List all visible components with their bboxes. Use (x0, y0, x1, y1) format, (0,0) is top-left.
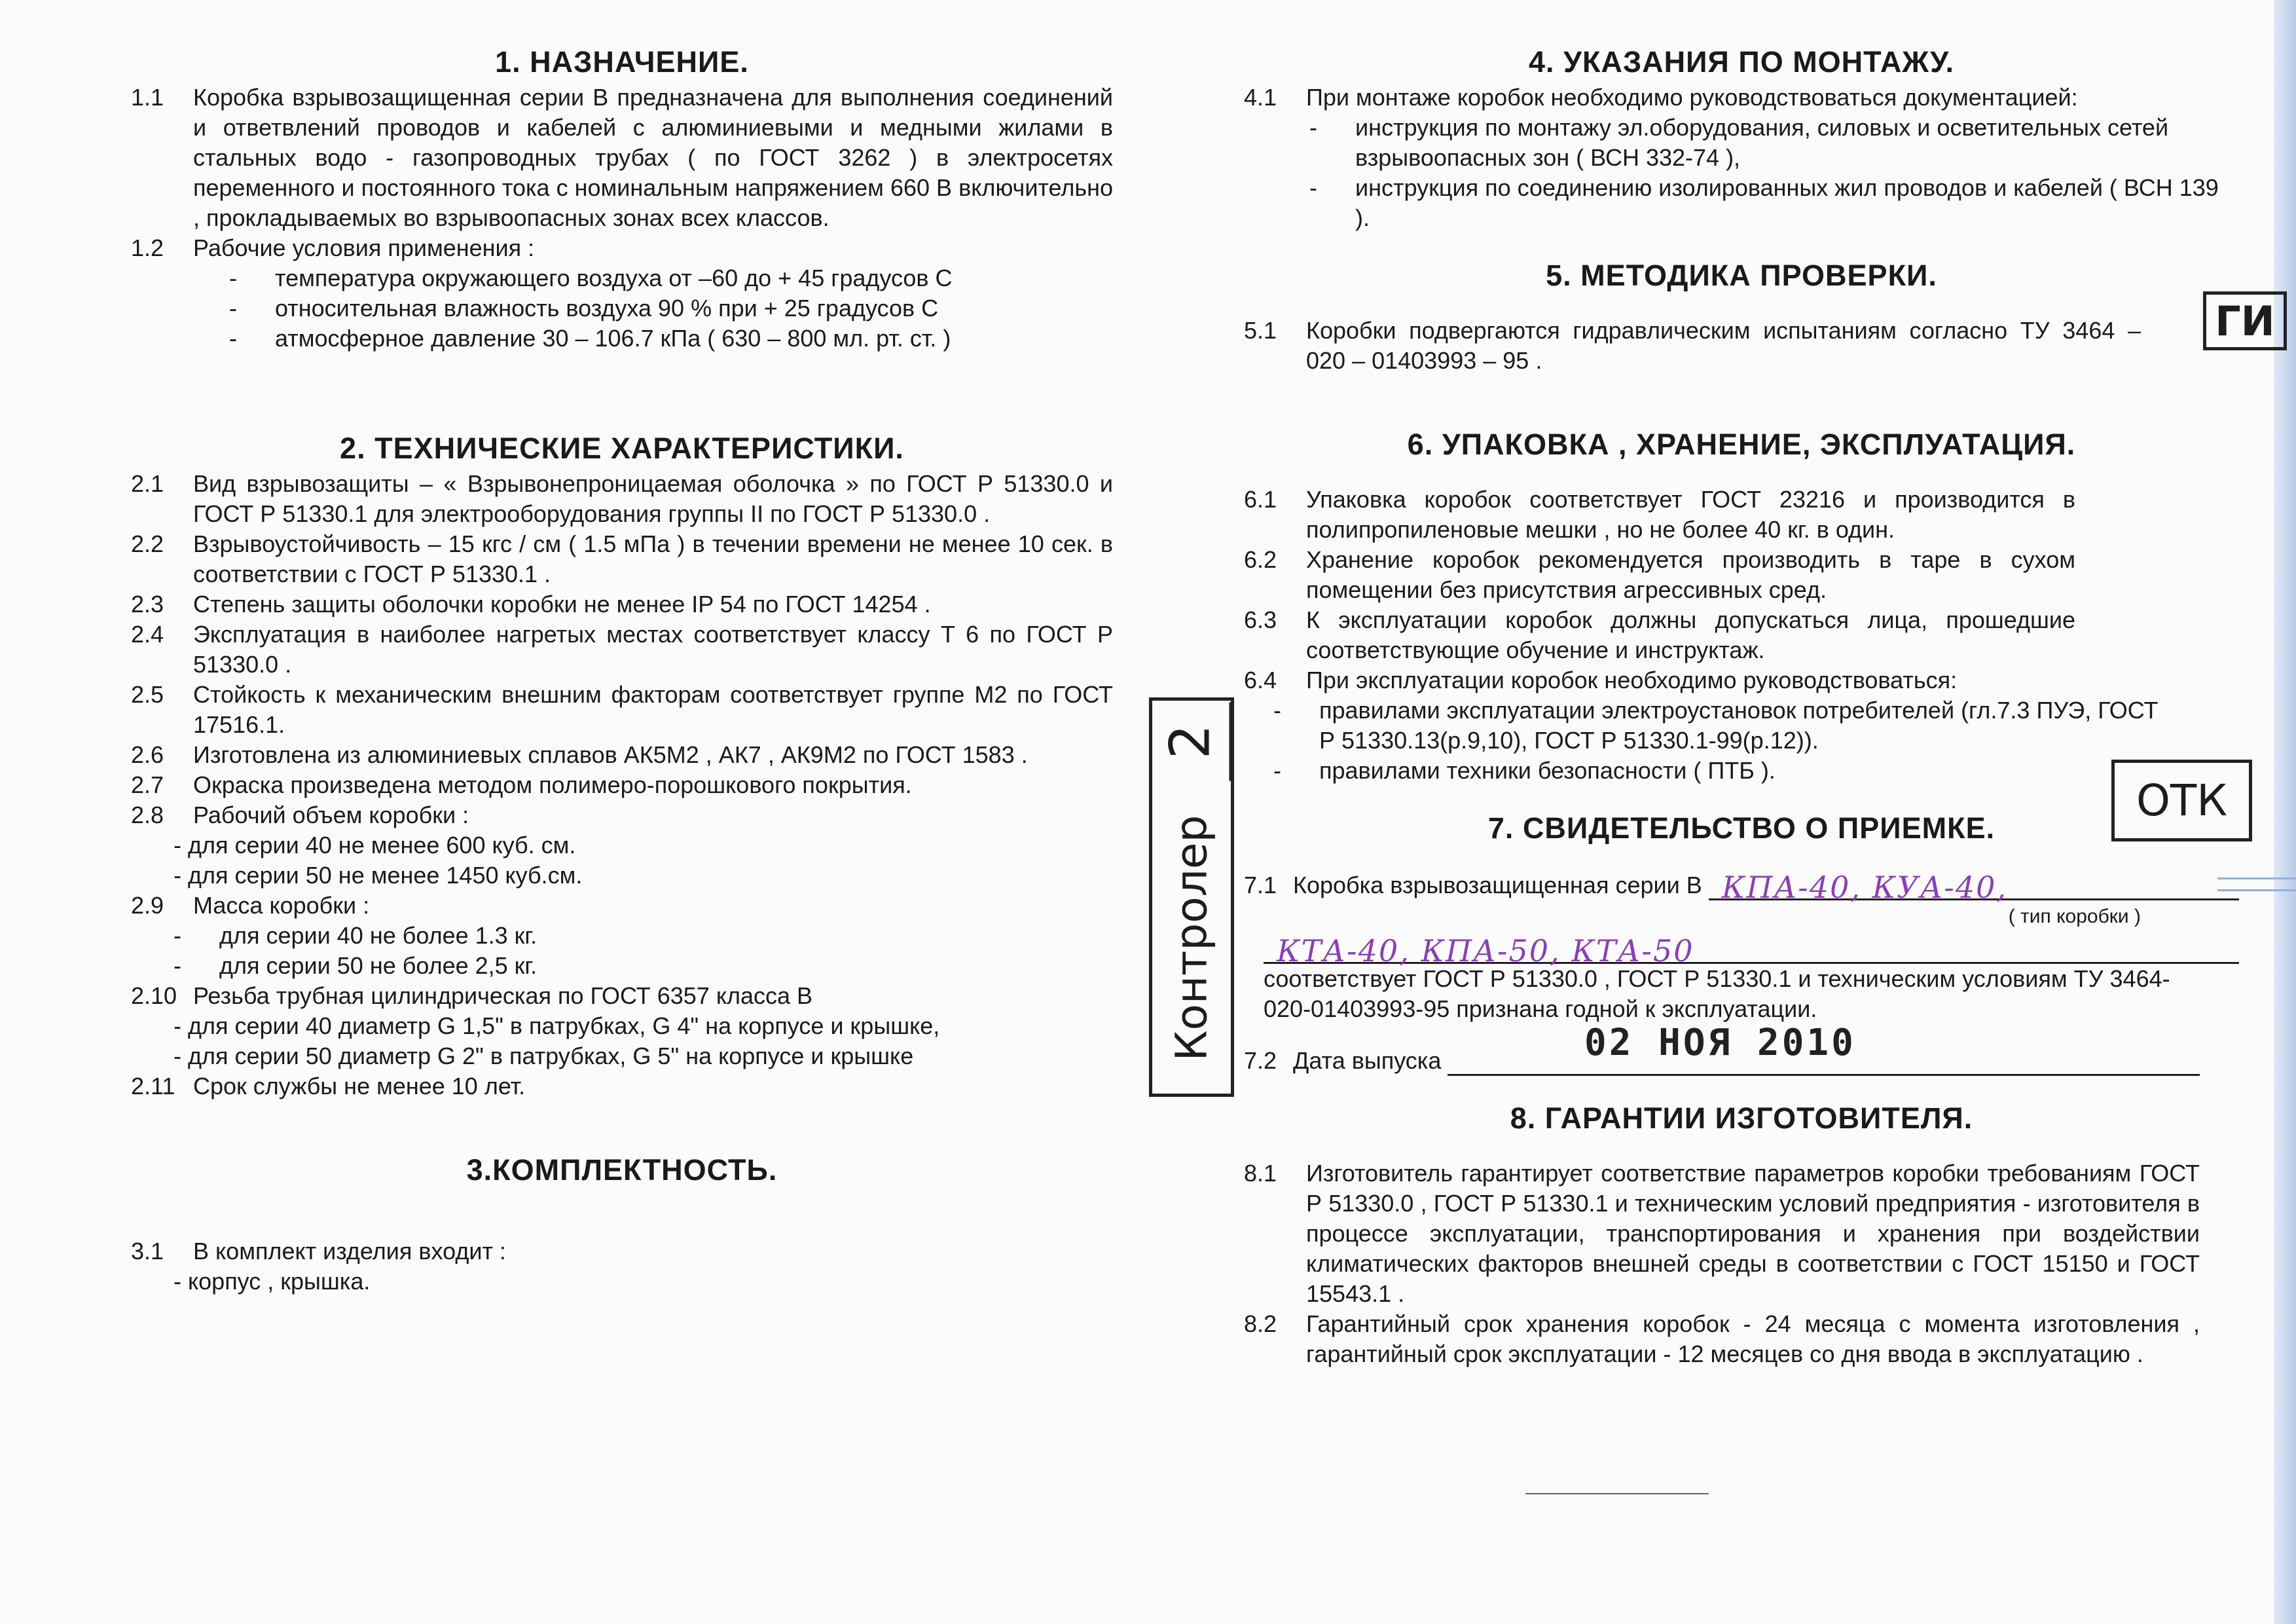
item-number: 2.2 (131, 530, 164, 557)
kit-content: - корпус , крышка. (173, 1268, 371, 1295)
item-number: 6.4 (1244, 667, 1277, 693)
section-4-title: 4. УКАЗАНИЯ ПО МОНТАЖУ. (1528, 45, 1954, 79)
item-number: 2.8 (131, 802, 164, 828)
item-number: 7.2 (1244, 1047, 1277, 1074)
item-number: 2.1 (131, 470, 164, 497)
release-date-stamp: 02 НОЯ 2010 (1584, 1022, 1856, 1064)
left-column (131, 39, 1113, 1297)
item-number: 5.1 (1244, 317, 1277, 344)
item-text: Коробка взрывозащищенная серии В предназначена для выполнения соединений и ответвлений проводов и кабелей с алюминиевыми и медными жилами в стальных водо - газопроводных трубах ( по ГОСТ 3262 ) в электросетях переменного и постоянного тока с номинальным напряжением 660 В включительно , прокладываемых во взрывоопасных зонах всех классов. (193, 84, 1113, 231)
thread-list (131, 1011, 1113, 1071)
item-number: 2.10 (131, 982, 177, 1009)
item-number: 8.1 (1244, 1160, 1277, 1187)
list-item: - для серии 40 не менее 600 куб. см. (173, 832, 576, 858)
list-item: - для серии 50 не менее 1450 куб.см. (173, 862, 583, 889)
section-7-title: 7. СВИДЕТЕЛЬСТВО О ПРИЕМКЕ. (1487, 811, 1995, 845)
list-item: - для серии 50 не более 2,5 кг. (173, 951, 1113, 981)
item-number: 7.1 (1244, 872, 1277, 898)
item-2-2 (131, 529, 1113, 589)
handwritten-box-types-2: КТА-40, КПА-50, КТА-50 (1277, 933, 1694, 969)
item-text: Упаковка коробок соответствует ГОСТ 23216 и производится в полипропиленовые мешки , но не более 40 кг. в один. (1306, 486, 2075, 543)
item-text: В комплект изделия входит : (193, 1238, 506, 1264)
list-item: - правилами техники безопасности ( ПТБ ). (1273, 756, 2174, 786)
item-number: 6.1 (1244, 486, 1277, 513)
fill-line (1709, 868, 2239, 905)
item-2-11 (131, 1071, 1113, 1101)
item-2-5 (131, 680, 1113, 740)
item-number: 6.2 (1244, 546, 1277, 573)
item-text: Стойкость к механическим внешним факторам соответствует группе М2 по ГОСТ 17516.1. (193, 681, 1113, 738)
item-text: При эксплуатации коробок необходимо руководствоваться: (1306, 667, 1958, 693)
controller-stamp (1149, 697, 1234, 1097)
item-number: 6.3 (1244, 606, 1277, 633)
item-5-1 (1244, 316, 2239, 376)
item-1-1 (131, 83, 1113, 233)
volume-list (131, 830, 1113, 891)
item-8-1 (1244, 1158, 2239, 1309)
item-number: 4.1 (1244, 84, 1277, 111)
item-2-3 (131, 589, 1113, 619)
item-2-9 (131, 891, 1113, 921)
item-text: Рабочие условия применения : (193, 234, 535, 261)
box-type-field-2 (1244, 932, 2239, 969)
list-item: - для серии 40 диаметр G 1,5" в патрубках, G 4" на корпусе и крышке, (173, 1012, 940, 1039)
item-number: 2.6 (131, 741, 164, 768)
section-8-title: 8. ГАРАНТИИ ИЗГОТОВИТЕЛЯ. (1510, 1101, 1973, 1135)
item-number: 1.1 (131, 84, 164, 111)
item-2-10 (131, 981, 1113, 1011)
handwritten-box-types: КПА-40, КУА-40, (1721, 870, 2007, 905)
item-4-1 (1244, 83, 2239, 113)
item-6-1 (1244, 485, 2239, 545)
item-number: 1.2 (131, 234, 164, 261)
mass-list (131, 921, 1113, 981)
item-number: 2.9 (131, 892, 164, 919)
item-text: Взрывоустойчивость – 15 кгс / см ( 1.5 мПа ) в течении времени не менее 10 сек. в соответствии с ГОСТ Р 51330.1 . (193, 530, 1113, 587)
list-item: - атмосферное давление 30 – 106.7 кПа ( 630 – 800 мл. рт. ст. ) (229, 323, 1113, 354)
conformity-text: соответствует ГОСТ Р 51330.0 , ГОСТ Р 51330.1 и техническим условиям ТУ 3464-020-01403993-95 признана годной к эксплуатации. (1264, 965, 2170, 1022)
controller-label: Контролер (1166, 815, 1217, 1061)
list-item: - температура окружающего воздуха от –60 до + 45 градусов С (229, 263, 1113, 293)
item-text: Масса коробки : (193, 892, 370, 919)
item-2-6 (131, 740, 1113, 770)
list-item: - инструкция по соединению изолированных жил проводов и кабелей ( ВСН 139 ). (1309, 173, 2239, 233)
item-text: При монтаже коробок необходимо руководствоваться документацией: (1306, 84, 2078, 111)
page-edge (2274, 0, 2296, 1624)
fill-line (1264, 932, 2239, 969)
section-3-title: 3.КОМПЛЕКТНОСТЬ. (466, 1153, 778, 1187)
field-label: Дата выпуска (1293, 1047, 1442, 1074)
item-3-1 (131, 1236, 1113, 1266)
divider (1525, 1493, 1709, 1494)
otk-stamp: ОТК (2111, 760, 2252, 841)
item-text: Окраска произведена методом полимеро-порошкового покрытия. (193, 771, 912, 798)
item-text: Изготовлена из алюминиевых сплавов АК5М2 , АК7 , АК9М2 по ГОСТ 1583 . (193, 741, 1028, 768)
item-6-4 (1244, 665, 2239, 695)
item-6-3 (1244, 605, 2239, 665)
item-number: 2.7 (131, 771, 164, 798)
item-2-8 (131, 800, 1113, 830)
item-text: Коробки подвергаются гидравлическим испытаниям согласно ТУ 3464 – 020 – 01403993 – 95 . (1306, 317, 2141, 374)
item-text: Эксплуатация в наиболее нагретых местах соответствует классу Т 6 по ГОСТ Р 51330.0 . (193, 621, 1113, 678)
item-number: 3.1 (131, 1238, 164, 1264)
operation-rules-list (1244, 695, 2239, 786)
item-text: Рабочий объем коробки : (193, 802, 469, 828)
item-number: 2.11 (131, 1073, 175, 1099)
section-6-title: 6. УПАКОВКА , ХРАНЕНИЕ, ЭКСПЛУАТАЦИЯ. (1407, 428, 2076, 461)
item-text: Изготовитель гарантирует соответствие параметров коробки требованиям ГОСТ Р 51330.0 , ГОСТ Р 51330.1 и техническим условий предприятия - изготовителя в процессе эксплуатации, транспортирования и хранения при воздействии климатических факторов внешней среды в соответствии с ГОСТ 15150 и ГОСТ 15543.1 . (1306, 1160, 2200, 1307)
item-text: Вид взрывозащиты – « Взрывонепроницаемая оболочка » по ГОСТ Р 51330.0 и ГОСТ Р 51330.1 для электрооборудования группы II по ГОСТ Р 51330.0 . (193, 470, 1113, 527)
item-text: Степень защиты оболочки коробки не менее IP 54 по ГОСТ 14254 . (193, 591, 931, 618)
item-6-2 (1244, 545, 2239, 605)
list-item: - для серии 40 не более 1.3 кг. (173, 921, 1113, 951)
item-number: 8.2 (1244, 1310, 1277, 1337)
item-text: Хранение коробок рекомендуется производить в таре в сухом помещении без присутствия агрессивных сред. (1306, 546, 2075, 603)
item-number: 2.4 (131, 621, 164, 648)
montage-docs-list (1244, 113, 2239, 233)
section-5-title: 5. МЕТОДИКА ПРОВЕРКИ. (1546, 259, 1937, 292)
box-type-field (1244, 868, 2239, 905)
list-item: - инструкция по монтажу эл.оборудования, силовых и осветительных сетей взрывоопасных зон ( ВСН 332-74 ), (1309, 113, 2239, 173)
item-2-4 (131, 619, 1113, 680)
section-1-title: 1. НАЗНАЧЕНИЕ. (495, 45, 749, 79)
section-2-title: 2. ТЕХНИЧЕСКИЕ ХАРАКТЕРИСТИКИ. (340, 432, 904, 465)
controller-number: 2 (1151, 703, 1233, 781)
item-text: Резьба трубная цилиндрическая по ГОСТ 6357 класса В (193, 982, 813, 1009)
item-text: К эксплуатации коробок должны допускаться лица, прошедшие соответствующие обучение и инструктаж. (1306, 606, 2075, 663)
list-item: - относительная влажность воздуха 90 % при + 25 градусов С (229, 293, 1113, 323)
item-2-1 (131, 469, 1113, 529)
field-label: Коробка взрывозащищенная серии В (1293, 872, 1702, 898)
item-1-2 (131, 233, 1113, 263)
controller-word-wrap (1068, 783, 1315, 1094)
list-item: - правилами эксплуатации электроустановок потребителей (гл.7.3 ПУЭ, ГОСТ Р 51330.13(р.9,10), ГОСТ Р 51330.1-99(р.12)). (1273, 695, 2174, 756)
item-8-2 (1244, 1309, 2239, 1369)
box-type-caption: ( тип коробки ) (2008, 906, 2141, 927)
item-2-7 (131, 770, 1113, 800)
item-text: Гарантийный срок хранения коробок - 24 месяца с момента изготовления , гарантийный срок эксплуатации - 12 месяцев со дня ввода в эксплуатацию . (1306, 1310, 2200, 1367)
conditions-list (131, 263, 1113, 354)
item-text: Срок службы не менее 10 лет. (193, 1073, 526, 1099)
list-item: - для серии 50 диаметр G 2" в патрубках, G 5" на корпусе и крышке (173, 1043, 914, 1069)
item-number: 2.3 (131, 591, 164, 618)
right-column (1244, 39, 2239, 1369)
item-number: 2.5 (131, 681, 164, 708)
gi-stamp: ГИ (2203, 291, 2287, 350)
